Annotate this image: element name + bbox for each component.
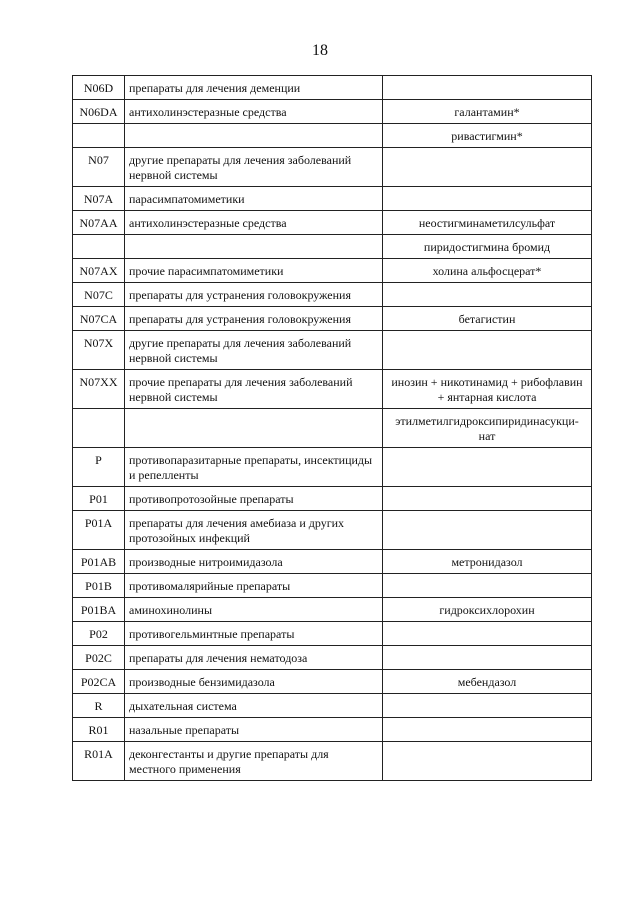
group-description-cell: прочие препараты для лечения заболеваний нервной системы <box>125 370 383 409</box>
drug-name-cell <box>383 622 592 646</box>
group-description-cell: препараты для лечения нематодоза <box>125 646 383 670</box>
atc-code-cell: R01A <box>73 742 125 781</box>
atc-code-cell: P01 <box>73 487 125 511</box>
group-description-cell: препараты для устранения головокружения <box>125 283 383 307</box>
drug-name-cell: ривастигмин* <box>383 124 592 148</box>
group-description-cell: противопротозойные препараты <box>125 487 383 511</box>
drug-name-cell: инозин + никотинамид + рибофлавин + янтарная кислота <box>383 370 592 409</box>
group-description-cell: препараты для лечения амебиаза и других протозойных инфекций <box>125 511 383 550</box>
drug-name-cell: галантамин* <box>383 100 592 124</box>
group-description-cell: препараты для устранения головокружения <box>125 307 383 331</box>
atc-code-cell: P02C <box>73 646 125 670</box>
table-row <box>73 187 592 211</box>
drug-name-cell <box>383 76 592 100</box>
group-description-cell: противомалярийные препараты <box>125 574 383 598</box>
drug-name-cell <box>383 511 592 550</box>
table-row <box>73 331 592 370</box>
table-row <box>73 550 592 574</box>
atc-code-cell: N06D <box>73 76 125 100</box>
table-body <box>73 76 592 781</box>
table-row <box>73 124 592 148</box>
table-row <box>73 409 592 448</box>
group-description-cell: антихолинэстеразные средства <box>125 100 383 124</box>
page-number: 18 <box>312 42 328 59</box>
drug-name-cell: неостигминаметилсульфат <box>383 211 592 235</box>
drug-name-cell <box>383 487 592 511</box>
atc-code-cell: N07AX <box>73 259 125 283</box>
table-row <box>73 670 592 694</box>
atc-code-cell: N07C <box>73 283 125 307</box>
drug-name-cell: холина альфосцерат* <box>383 259 592 283</box>
atc-code-cell: R01 <box>73 718 125 742</box>
drug-name-cell <box>383 148 592 187</box>
table-row <box>73 694 592 718</box>
atc-code-cell: P01AB <box>73 550 125 574</box>
drug-name-cell <box>383 448 592 487</box>
group-description-cell: деконгестанты и другие препараты для местного применения <box>125 742 383 781</box>
table-row <box>73 574 592 598</box>
drug-name-cell: гидроксихлорохин <box>383 598 592 622</box>
group-description-cell: противопаразитарные препараты, инсектициды и репелленты <box>125 448 383 487</box>
table-row <box>73 718 592 742</box>
group-description-cell: назальные препараты <box>125 718 383 742</box>
group-description-cell <box>125 409 383 448</box>
atc-code-cell <box>73 409 125 448</box>
drug-name-cell <box>383 718 592 742</box>
group-description-cell: парасимпатомиметики <box>125 187 383 211</box>
table-row <box>73 487 592 511</box>
group-description-cell: другие препараты для лечения заболеваний нервной системы <box>125 148 383 187</box>
atc-code-cell: N07X <box>73 331 125 370</box>
atc-code-cell: N07AA <box>73 211 125 235</box>
group-description-cell: препараты для лечения деменции <box>125 76 383 100</box>
drug-name-cell <box>383 574 592 598</box>
drug-name-cell <box>383 742 592 781</box>
table-row <box>73 259 592 283</box>
group-description-cell: прочие парасимпатомиметики <box>125 259 383 283</box>
drug-name-cell: метронидазол <box>383 550 592 574</box>
group-description-cell: антихолинэстеразные средства <box>125 211 383 235</box>
group-description-cell: аминохинолины <box>125 598 383 622</box>
atc-code-cell: P02 <box>73 622 125 646</box>
drug-name-cell <box>383 694 592 718</box>
atc-code-cell: P <box>73 448 125 487</box>
table-row <box>73 148 592 187</box>
table-row <box>73 646 592 670</box>
drug-name-cell <box>383 187 592 211</box>
table-row <box>73 235 592 259</box>
atc-code-cell: R <box>73 694 125 718</box>
drug-name-cell: мебендазол <box>383 670 592 694</box>
table-row <box>73 598 592 622</box>
group-description-cell: производные бензимидазола <box>125 670 383 694</box>
atc-code-cell: N07CA <box>73 307 125 331</box>
drug-name-cell <box>383 331 592 370</box>
drug-name-cell: пиридостигмина бромид <box>383 235 592 259</box>
drug-name-cell: бетагистин <box>383 307 592 331</box>
atc-code-cell: P01B <box>73 574 125 598</box>
group-description-cell: производные нитроимидазола <box>125 550 383 574</box>
group-description-cell <box>125 124 383 148</box>
drug-name-cell <box>383 283 592 307</box>
group-description-cell: дыхательная система <box>125 694 383 718</box>
group-description-cell: другие препараты для лечения заболеваний нервной системы <box>125 331 383 370</box>
table-row <box>73 76 592 100</box>
table-row <box>73 622 592 646</box>
atc-code-cell <box>73 235 125 259</box>
atc-code-cell: P02CA <box>73 670 125 694</box>
atc-code-cell <box>73 124 125 148</box>
drug-name-cell: этилметилгидроксипиридинасукци-нат <box>383 409 592 448</box>
group-description-cell <box>125 235 383 259</box>
atc-code-cell: N07A <box>73 187 125 211</box>
table-row <box>73 211 592 235</box>
drug-classification-table <box>72 75 592 781</box>
group-description-cell: противогельминтные препараты <box>125 622 383 646</box>
atc-code-cell: P01A <box>73 511 125 550</box>
atc-code-cell: N06DA <box>73 100 125 124</box>
atc-code-cell: P01BA <box>73 598 125 622</box>
table-row <box>73 370 592 409</box>
table-row <box>73 307 592 331</box>
table-row <box>73 742 592 781</box>
atc-code-cell: N07 <box>73 148 125 187</box>
table-row <box>73 511 592 550</box>
drug-name-cell <box>383 646 592 670</box>
table-row <box>73 448 592 487</box>
table-row <box>73 100 592 124</box>
table-row <box>73 283 592 307</box>
atc-code-cell: N07XX <box>73 370 125 409</box>
